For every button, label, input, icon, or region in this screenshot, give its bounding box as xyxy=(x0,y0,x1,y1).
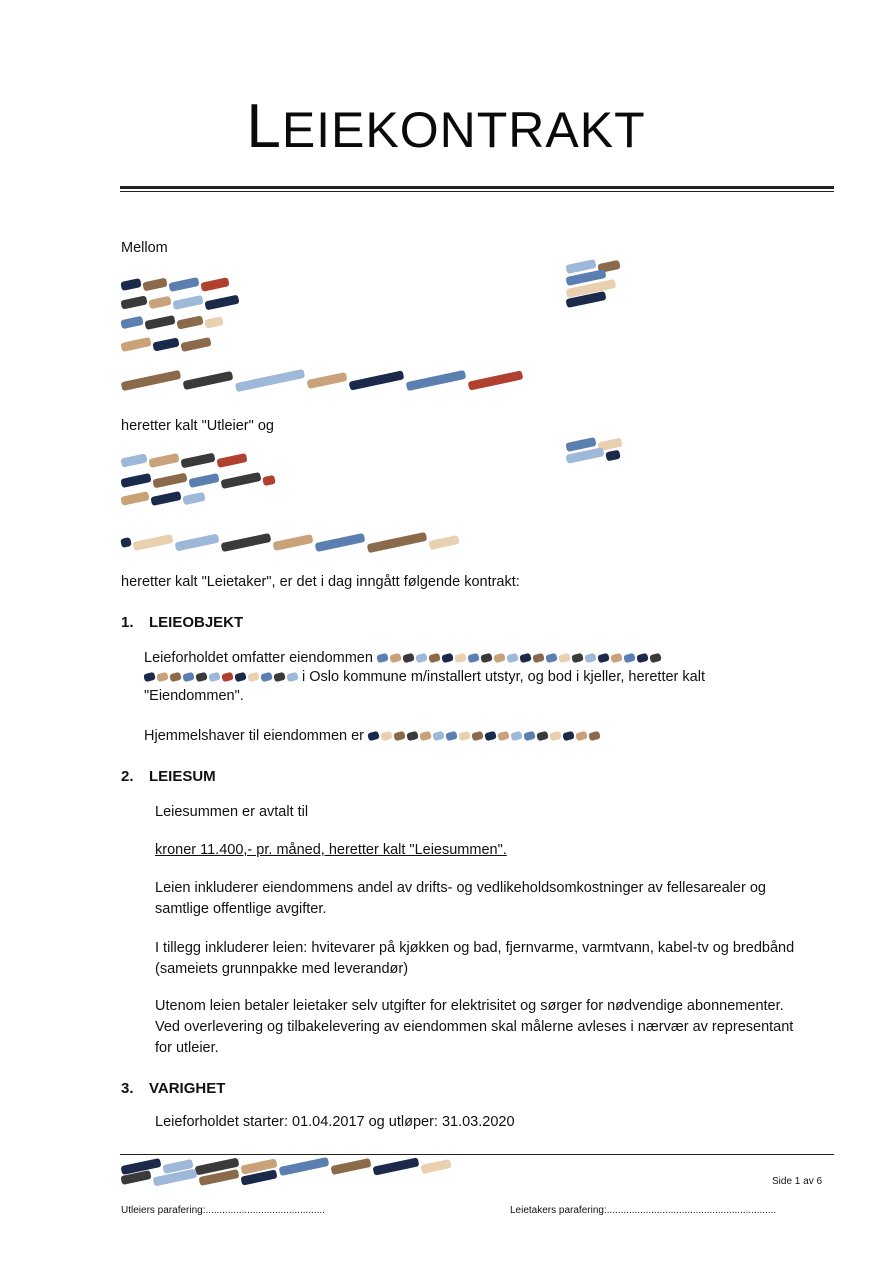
utleier-contact-redacted xyxy=(121,376,561,385)
utleier-postal-redacted xyxy=(121,318,226,327)
utleier-address-redacted xyxy=(121,298,246,307)
section-1-heading xyxy=(121,614,243,631)
footer-redacted xyxy=(121,1162,466,1182)
title-rule-thin xyxy=(120,191,834,192)
section-1-owner xyxy=(144,726,600,746)
property-intro-text: Leieforholdet omfatter eiendommen xyxy=(144,650,373,666)
owner-name-redacted xyxy=(368,732,600,740)
section-number: 1. xyxy=(121,614,134,631)
leietaker-contact-redacted xyxy=(121,538,461,547)
section-title: LEIESUM xyxy=(149,768,216,785)
leietaker-postal-redacted xyxy=(121,494,211,503)
section-2-heading xyxy=(121,768,216,785)
title-rule-thick xyxy=(120,186,834,189)
title-rest: EIEKONTRAKT xyxy=(281,102,646,158)
utleier-id-redacted xyxy=(566,262,626,304)
tenant-costs-line-2: Ved overlevering og tilbakelevering av eiendommen skal målerne avleses i nærvær av representant xyxy=(155,1019,794,1035)
section-1-line-3: "Eiendommen". xyxy=(144,688,244,704)
section-number: 3. xyxy=(121,1080,134,1097)
leietaker-name-redacted xyxy=(121,456,281,465)
utleier-name-redacted xyxy=(121,280,246,289)
title-initial: L xyxy=(246,92,282,161)
section-title: VARIGHET xyxy=(149,1080,226,1097)
section-1-line-1 xyxy=(144,648,661,668)
page-number: Side 1 av 6 xyxy=(772,1176,823,1187)
leietaker-initials-line: Leietakers parafering:............................................................. xyxy=(510,1205,777,1216)
section-3-heading xyxy=(121,1080,225,1097)
property-address-redacted xyxy=(377,654,661,662)
rent-amount: kroner 11.400,- pr. måned, heretter kalt "Leiesummen". xyxy=(155,842,507,858)
property-description-text: i Oslo kommune m/installert utstyr, og bod i kjeller, heretter kalt xyxy=(302,669,705,685)
lease-period: Leieforholdet starter: 01.04.2017 og utløper: 31.03.2020 xyxy=(155,1114,515,1130)
utleier-initials-line: Utleiers parafering:........................................... xyxy=(121,1205,325,1216)
leietaker-address-redacted xyxy=(121,476,301,485)
owner-label: Hjemmelshaver til eiendommen er xyxy=(144,728,364,744)
tenant-costs-line-1: Utenom leien betaler leietaker selv utgifter for elektrisitet og sørger for nødvendige abonnementer. xyxy=(155,998,784,1014)
leietaker-clause: heretter kalt "Leietaker", er det i dag inngått følgende kontrakt: xyxy=(121,574,520,590)
section-number: 2. xyxy=(121,768,134,785)
utleier-clause: heretter kalt "Utleier" og xyxy=(121,418,274,434)
rent-intro: Leiesummen er avtalt til xyxy=(155,804,309,820)
document-title xyxy=(0,92,892,161)
leietaker-id-redacted xyxy=(566,440,628,460)
section-1-line-2 xyxy=(144,667,705,687)
rent-extras-line-2: (sameiets grunnpakke med leverandør) xyxy=(155,961,409,977)
footer-rule xyxy=(120,1154,834,1155)
rent-extras-line-1: I tillegg inkluderer leien: hvitevarer på kjøkken og bad, fjernvarme, varmtvann, kabel-tv og bredbånd xyxy=(155,940,795,956)
intro-text: Mellom xyxy=(121,240,168,256)
tenant-costs-line-3: for utleier. xyxy=(155,1040,219,1056)
section-title: LEIEOBJEKT xyxy=(149,614,244,631)
utleier-city-redacted xyxy=(121,340,226,349)
property-gnr-redacted xyxy=(144,673,298,681)
rent-includes-line-1: Leien inkluderer eiendommens andel av drifts- og vedlikeholdsomkostninger av fellesarealer og xyxy=(155,880,766,896)
rent-includes-line-2: samtlige offentlige avgifter. xyxy=(155,901,327,917)
